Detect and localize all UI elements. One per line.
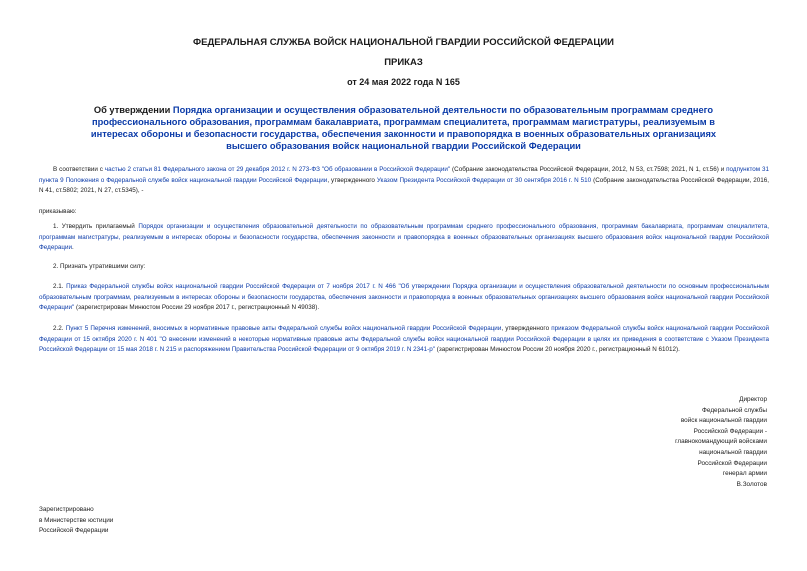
item-2: 2. Признать утратившими силу: <box>53 263 146 270</box>
preamble-text-3: , утвержденного <box>327 176 377 184</box>
item-2-1 <box>39 282 769 314</box>
title-link[interactable]: Порядка организации и осуществления образовательной деятельности по образовательным программам среднего профессионального образования, программам бакалавриата, программам специалитета, программам магистратуры, реализуемым в интересах обороны и безопасности государства, обеспечения законности и правопорядка в военных образовательных организациях высшего образования войск национальной гвардии Российской Федерации <box>90 105 717 151</box>
signature-line: Федеральной службы <box>702 406 767 414</box>
registration-line: Зарегистрировано <box>39 506 94 513</box>
order-word: приказываю: <box>39 208 77 215</box>
signature-line: Российской Федерации - <box>693 427 767 435</box>
doc-type: ПРИКАЗ <box>384 57 423 68</box>
signature-line: войск национальной гвардии <box>680 417 767 425</box>
registration-line: Российской Федерации <box>39 527 109 535</box>
decree-link[interactable]: Указом Президента Российской Федерации от 30 сентября 2016 г. N 510 <box>376 176 592 184</box>
item21-text-1: 2.1. <box>53 283 67 290</box>
order-401-link[interactable]: приказом Федеральной службы войск национальной гвардии Российской Федерации от 15 октября 2020 г. N 401 "О внесении изменений в некоторые нормативные правовые акты Федеральной службы войск национальной гвардии Российской Федерации в целях их приведения в соответствие с Указом Президента Российской Федерации от 15 мая 2018 г. N 215 и распоряжением Правительства Российской Федерации от 9 октября 2019 г. N 2341-р" <box>39 325 769 353</box>
preamble-text-1: В соответствии с <box>53 166 105 173</box>
item21-text-2: (зарегистрирован Минюстом России 29 ноября 2017 г., регистрационный N 49038). <box>74 304 320 311</box>
signature-line: Директор <box>739 396 767 403</box>
item22-text-1: 2.2. <box>53 325 66 332</box>
signature-line: главнокомандующий войсками <box>675 438 767 446</box>
law-link[interactable]: частью 2 статьи 81 Федерального закона от 29 декабря 2012 г. N 273-ФЗ "Об образовании в Российской Федерации" <box>104 166 451 173</box>
signature-line: национальной гвардии <box>699 448 767 456</box>
preamble-text-4: (Собрание законодательства Российской Федерации, 2016, N 41, ст.5802; 2021, N 27, ст.5345), - <box>39 176 769 194</box>
registration-block <box>39 505 113 537</box>
registration-line: в Министерстве юстиции <box>39 516 114 524</box>
signature-line: Российской Федерации <box>697 459 767 467</box>
title-prefix: Об утверждении <box>93 105 173 115</box>
preamble-text-2: (Собрание законодательства Российской Федерации, 2012, N 53, ст.7598; 2021, N 1, ст.56) и <box>450 166 727 173</box>
item-1 <box>39 222 769 254</box>
signature-line: генерал армии <box>722 470 767 478</box>
signature-name: В.Золотов <box>736 480 767 488</box>
order-466-link[interactable]: Приказ Федеральной службы войск национальной гвардии Российской Федерации от 7 ноября 2017 г. N 466 "Об утверждении Порядка организации и осуществления образовательной деятельности по основным профессиональным образовательным программам, реализуемым в интересах обороны и безопасности государства, обеспечения законности и правопорядка в военных образовательных организациях высшего образования войск национальной гвардии Российской Федерации" <box>39 283 769 311</box>
item1-text-1: 1. Утвердить прилагаемый <box>53 223 139 230</box>
item1-text-2: . <box>71 244 74 251</box>
agency-heading: ФЕДЕРАЛЬНАЯ СЛУЖБА ВОЙСК НАЦИОНАЛЬНОЙ ГВАРДИИ РОССИЙСКОЙ ФЕДЕРАЦИИ <box>193 37 614 48</box>
item22-text-2: , утвержденного <box>501 325 552 332</box>
procedure-link[interactable]: Порядок организации и осуществления образовательной деятельности по образовательным программам среднего профессионального образования, программам бакалавриата, программам специалитета, программам магистратуры, реализуемым в интересах обороны и безопасности государства, обеспечения законности и правопорядка в военных образовательных организациях высшего образования войск национальной гвардии Российской Федерации <box>39 223 769 251</box>
regulation-link[interactable]: подпунктом 31 пункта 9 Положения о Федеральной службе войск национальной гвардии Российской Федерации <box>39 166 770 184</box>
list-of-changes-link[interactable]: Пункт 5 Перечня изменений, вносимых в нормативные правовые акты Федеральной службы войск национальной гвардии Российской Федерации <box>65 325 502 332</box>
item-2-2 <box>39 324 769 356</box>
doc-date-number: от 24 мая 2022 года N 165 <box>347 77 460 87</box>
doc-title <box>70 104 737 152</box>
item22-text-3: (зарегистрирован Минюстом России 20 ноября 2020 г., регистрационный N 61012). <box>435 346 680 353</box>
signature-block <box>675 395 767 490</box>
preamble-paragraph <box>39 165 769 197</box>
